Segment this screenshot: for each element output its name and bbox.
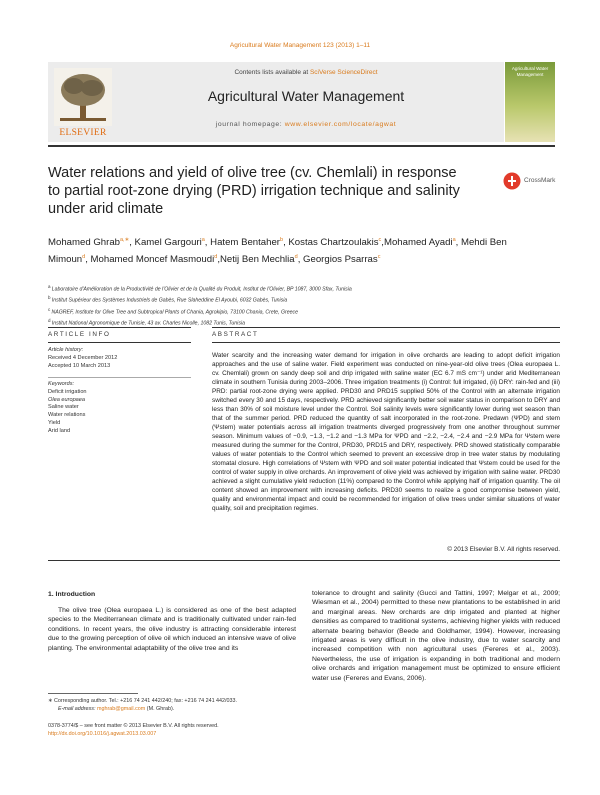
contents-availability [120,69,492,76]
intro-column-2: tolerance to drought and salinity (Gucci and Tattini, 1997; Melgar et al., 2009; Wiesman et al., 2004) permitted to these new plantations to be established in arid and marginal areas. New orchards are drip irrigated and planted at higher densities as compared to traditional systems, achieving higher yields with reduced alternate bearing behavior (Beede and Goldhamer, 1994). However, increasing irrigated areas is very difficult in the olive industry, due to water scarcity and increased competition with non agricultural uses (Fereres et al., 2003). Nevertheless, the use of irrigation is expanding in both traditional and modern olive orchards and irrigation management must be optimized to ensure efficient water use (Fereres and Evans, 2006). [312,590,560,682]
author-affiliation-mark[interactable]: d [82,254,86,261]
author-affiliation-mark[interactable]: a [201,237,205,243]
author-separator: , [129,237,135,249]
email-link[interactable]: mghrab@gmail.com [96,706,146,712]
sciencedirect-link[interactable]: SciVerse ScienceDirect [309,69,378,76]
journal-name: Agricultural Water Management [207,88,405,104]
keyword: Olea europaea [48,396,86,403]
author-separator: , [381,237,384,249]
journal-homepage [120,121,492,128]
header-divider [48,145,555,147]
author-name: Kamel Gargouri [134,237,202,249]
homepage-prefix: journal homepage: [215,121,285,128]
article-history [48,347,191,370]
history-divider [48,377,191,378]
affiliation-text: Laboratoire d'Amélioration de la Productivité de l'Olivier et de la Qualité du Produit, Institut de l'Olivier, BP 1087, 3000 Sfax, Tunisia [51,286,352,293]
article-info-heading: ARTICLE INFO [48,331,111,338]
author-name: Mohamed Ghrab [48,237,120,249]
affiliation-text: Institut Supérieur des Systèmes Industriels de Gabès, Rue Slaheddine El Ayoubi, 6032 Gabès, Tunisia [51,298,288,305]
received-date: Received 4 December 2012 [48,354,118,361]
history-label: Article history: [48,347,84,353]
affiliation-text: NAGREF, Institute for Olive Tree and Subtropical Plants of Chania, Agrokipio, 73100 Chania, Crete, Greece [51,309,298,316]
publisher-name: ELSEVIER [59,128,107,138]
author-affiliation-mark[interactable]: c [378,237,382,243]
author-affiliation-mark[interactable]: a [452,237,456,243]
abstract-end-rule [48,560,560,561]
keywords-label: Keywords: [48,381,75,387]
footnotes [48,697,308,713]
copyright-notice: © 2013 Elsevier B.V. All rights reserved. [447,546,560,553]
author-name: Netij Ben Mechlia [219,254,295,266]
author-affiliation-mark[interactable]: a,∗ [120,237,130,243]
affiliation [48,294,548,305]
author-affiliation-mark[interactable]: d [214,254,218,261]
keyword: Saline water [48,404,79,411]
author-separator: , [204,237,211,249]
issn-line: 0378-3774/$ – see front matter © 2013 Elsevier B.V. All rights reserved. [48,723,219,729]
abstract-heading: ABSTRACT [212,331,259,338]
affiliation-mark: d [48,317,52,323]
crossmark-icon [503,172,521,190]
author-name: Hatem Bentaher [210,237,280,249]
author-name: Mohamed Moncef Masmoudi [90,254,215,266]
abstract-rule-bottom [212,342,560,343]
affiliation-text: Institut National Agronomique de Tunisie, 43 av. Charles Nicolle, 1082 Tunis, Tunisia [51,320,245,327]
crossmark-badge[interactable] [503,170,557,192]
keyword-list [48,389,191,436]
email-label: E-mail address: [58,706,97,712]
publication-info [48,722,348,738]
accepted-date: Accepted 10 March 2013 [48,362,111,369]
abstract-rule [212,327,560,328]
author-affiliation-mark[interactable]: c [377,254,381,261]
article-info-rule-bottom [48,342,191,343]
article-title: Water relations and yield of olive tree (cv. Chemlali) in response to partial root-zone drying (PRD) irrigation technique and salinity under arid climate [48,165,460,217]
doi-link[interactable]: http://dx.doi.org/10.1016/j.agwat.2013.03.007 [48,731,157,737]
affiliation-list [48,283,548,328]
keywords-box [48,381,191,436]
homepage-link[interactable]: www.elsevier.com/locate/agwat [284,121,397,128]
keyword: Arid land [48,427,71,434]
elsevier-tree-logo [54,68,112,126]
keyword: Water relations [48,412,86,419]
author-separator: , [283,237,289,249]
author-separator: , [455,237,461,249]
author-list [48,233,528,267]
affiliation [48,306,548,317]
keyword: Deficit irrigation [48,388,87,395]
introduction-heading: 1. Introduction [48,591,96,598]
contents-prefix: Contents lists available at [234,69,310,76]
author-name: Mohamed Ayadi [383,237,453,249]
affiliation [48,283,548,294]
affiliation-mark: c [48,306,52,312]
email-line [48,705,308,713]
author-separator: , [85,254,91,266]
corresponding-author-note: ∗ Corresponding author. Tel.: +216 74 241 442/240; fax: +216 74 241 442/033. [48,698,238,704]
author-separator: , [217,254,220,266]
author-name: Kostas Chartzoulakis [288,237,379,249]
footnote-rule [48,693,138,694]
author-affiliation-mark[interactable]: d [294,254,298,261]
email-suffix: (M. Ghrab). [145,706,175,712]
crossmark-label: CrossMark [524,177,556,184]
journal-reference[interactable]: Agricultural Water Management 123 (2013) 1–11 [229,42,371,49]
affiliation-mark: a [48,284,52,289]
keyword: Yield [48,419,61,426]
intro-column-1: The olive tree (Olea europaea L.) is considered as one of the best adapted species to the Mediterranean climate and is traditionally cultivated under rain-fed conditions. In recent years, the olive industry is attracting considerable interest due to the growing perception of olive oil which induced an intensive wave of olive planting. The environmental adaptability of the olive tree and its [48,607,296,652]
article-info-rule [48,327,191,328]
author-separator: , [297,254,304,266]
abstract-text: Water scarcity and the increasing water demand for irrigation in olive orchards are leading to adopt deficit irrigation approaches and the use of saline water. Field experiment was conducted on nine-year-old olive trees (Olea europaea L. cv. Chemlali) grown on sandy deep soil and drip irrigated with saline water (EC 6.7 mS cm⁻¹) under arid Mediterranean climate in southern Tunisia during 2003–2006. Three irrigation treatments (i) Control: full irrigated, (ii) DRY: rain-fed and (iii) PRD: partial root-zone drying were applied. PRD30 and PRD15 supplied 50% of the Control with an alternate irrigation switched every 30 and 15 days, respectively. PRD achieved significantly better soil water status in comparison to DRY and less than 30% of soil moisture level under the Control. Soil salinity levels were significantly lower during wet season than that of the summer period. PRD reduced the quantity of salt incorporated in the root-zone. Predawn (ΨPD) and stem (Ψstem) water potentials across all irrigation treatments diverged progressively from one another throughout summer season. Minimum values of −0.9, −1.3, −1.2 and −1.3 MPa for ΨPD and −2.2, −2.4, −2.4 and −2.9 MPa for Ψstem were measured during the summer for the Control, PRD30, PRD15 and DRY, respectively. PRD showed statistically comparable values of water potentials to the Control which seemed to prevent an excessive drop in tree water status by modulating stomatal closure. High correlations of Ψstem with ΨPD and soil water potential indicated that Ψstem could be used for the control of water supply in olive orchards. An improvement of olive yield was achieved by irrigation with saline water. PRD30 achieved a slight cumulative yield reduction (11%) compared to the Control while applying half of irrigation quantity. The oil content showed an improvement with increasing deficits. PRD30 seems to realize a good compromise between yield, quality and environmental impact and could be recommended for irrigation of olive trees under similar situations of water quality, soil and precipitation regimes. [212,352,560,512]
affiliation-mark: b [48,295,52,301]
author-affiliation-mark[interactable]: b [280,237,284,243]
author-name: Georgios Psarras [303,254,378,266]
cover-title: Agricultural Water Management [511,66,549,77]
author-name: Mehdi Ben Mimoun [48,237,507,266]
